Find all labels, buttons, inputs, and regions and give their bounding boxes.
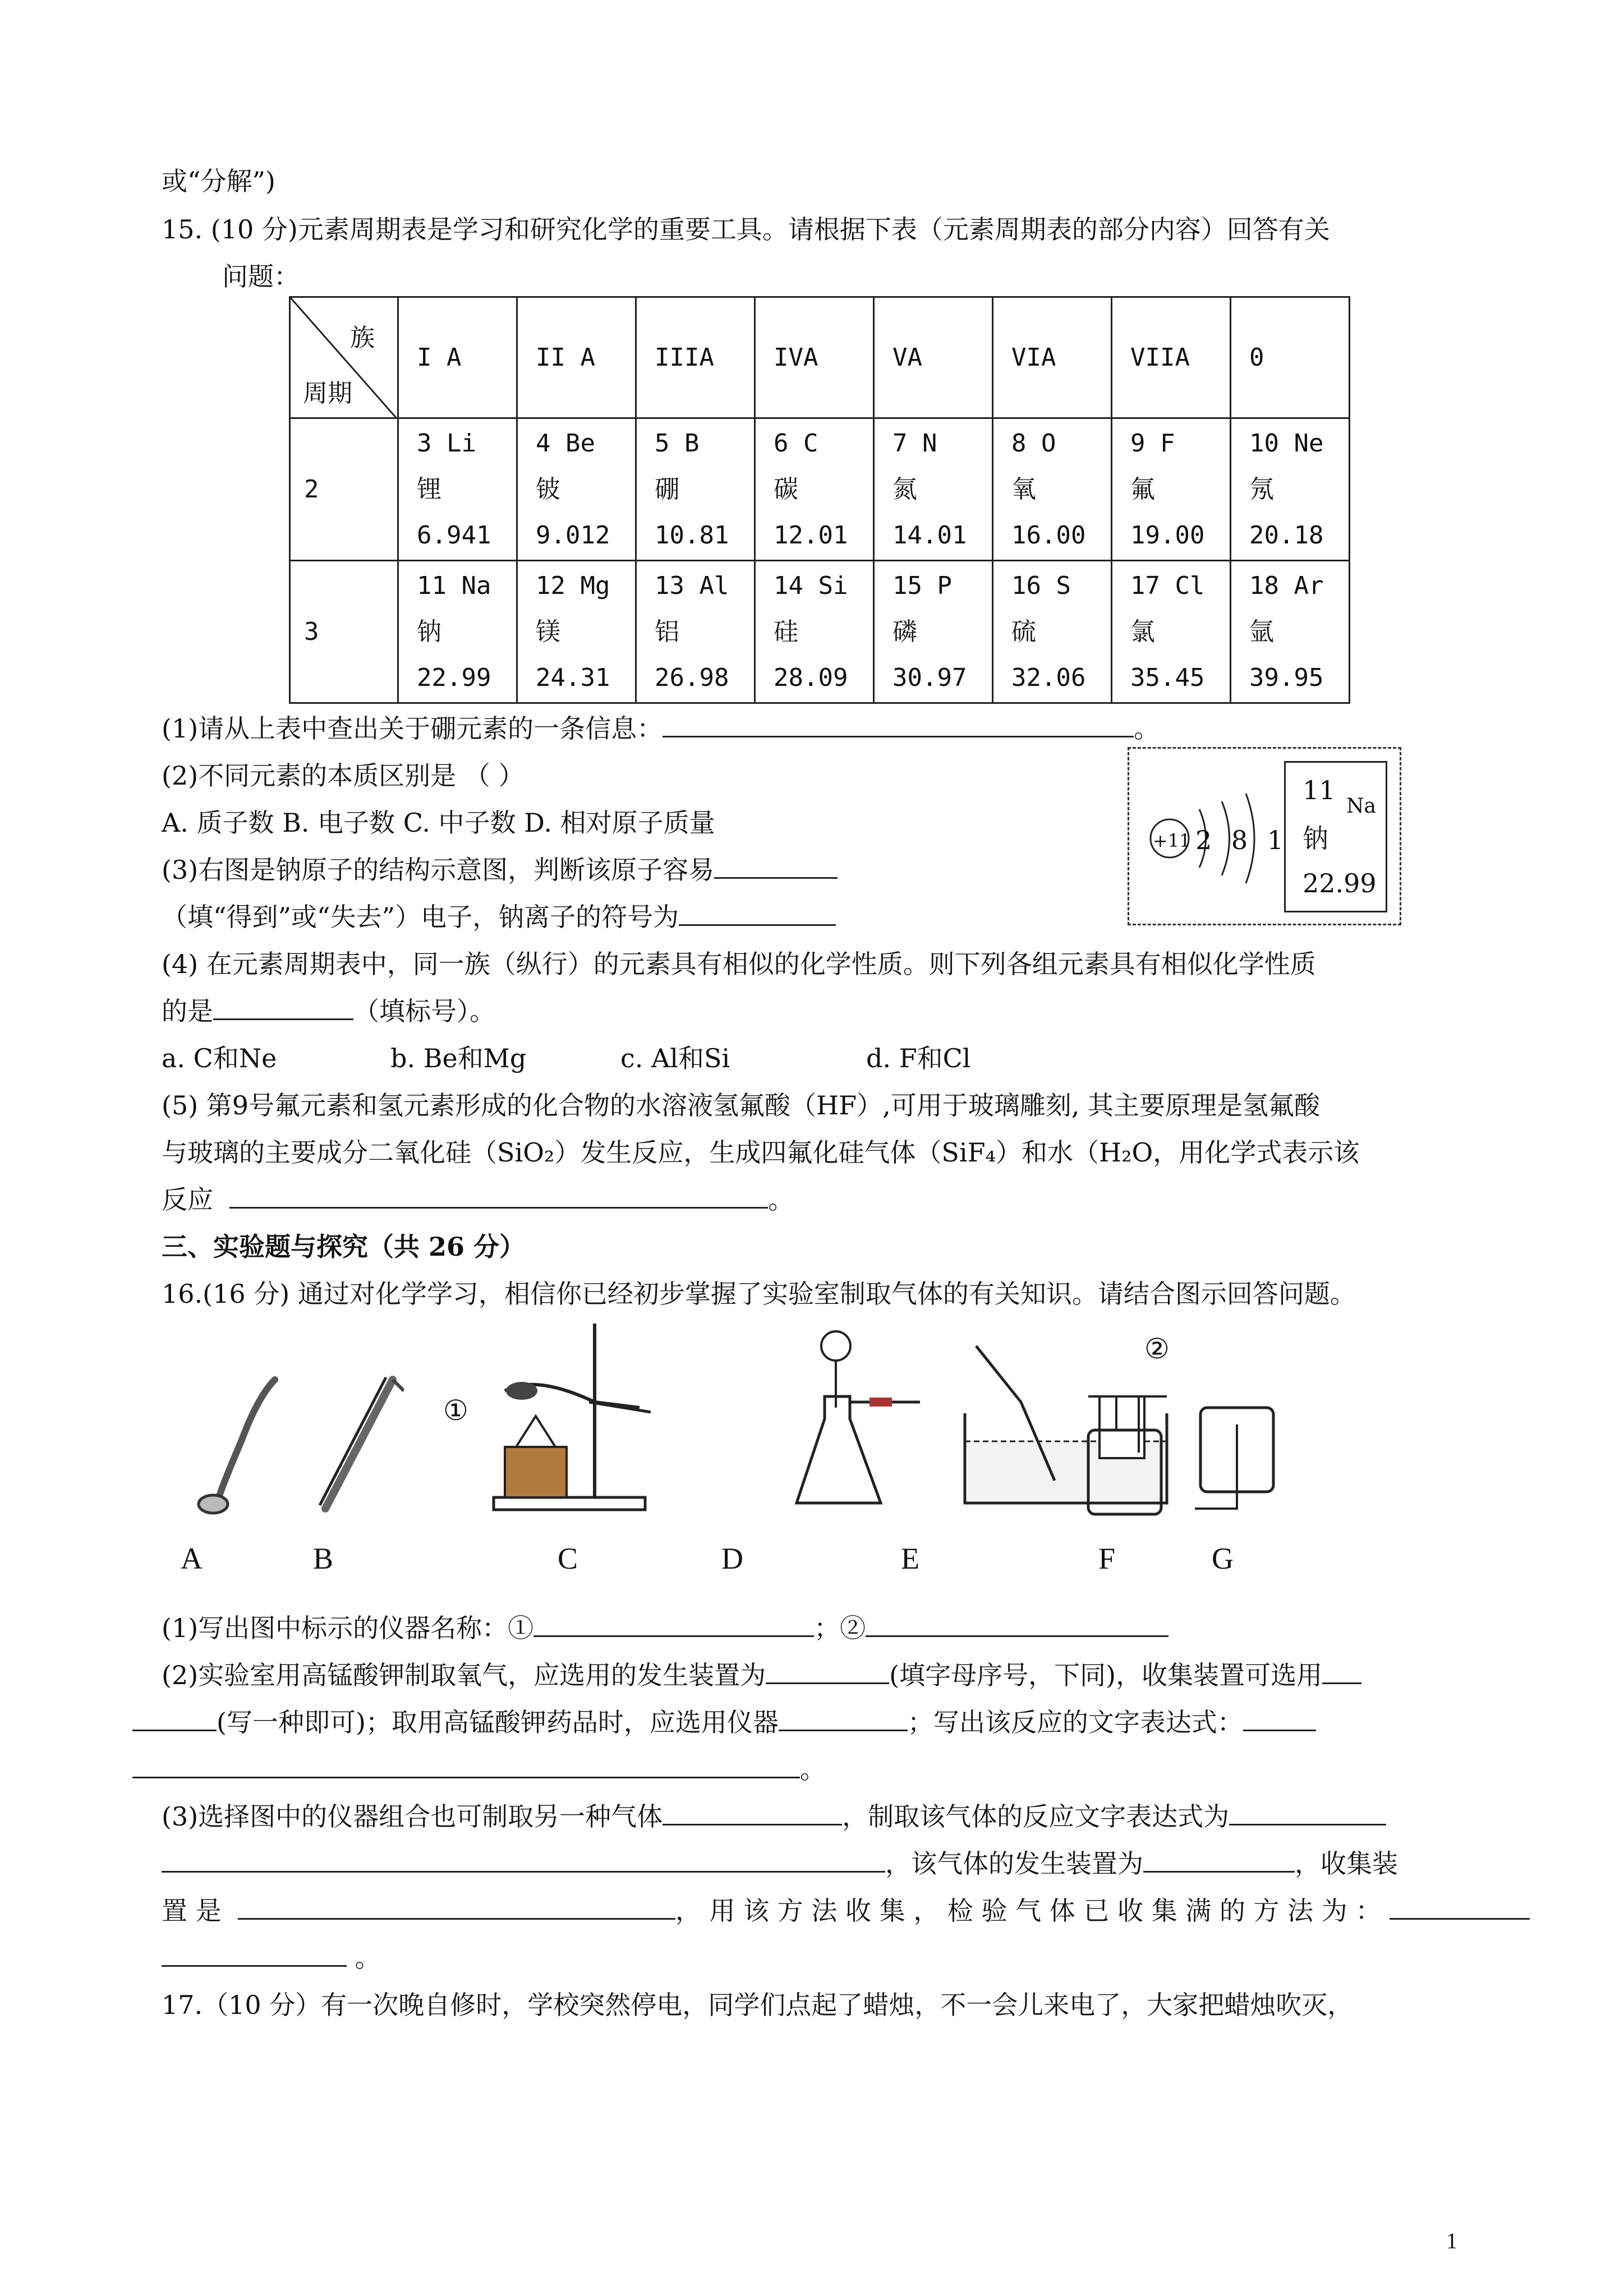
group-header: VA (874, 297, 993, 418)
q15-part1: (1)请从上表中查出关于硼元素的一条信息： 。 (162, 713, 1160, 744)
corner-period-label: 周期 (303, 379, 352, 408)
table-row-period-3 (290, 561, 1350, 703)
q16-part2-cont2: 。 (132, 1756, 826, 1782)
corner-cell (290, 297, 398, 418)
answer-blank[interactable] (132, 1776, 800, 1778)
figure-label: F (1098, 1542, 1116, 1575)
q15-part5-cont: 与玻璃的主要成分二氧化硅（SiO₂）发生反应，生成四氟化硅气体（SiF₄）和水（H₂O，用化学式表示该 (162, 1137, 1360, 1168)
q16-part3-cont: ，该气体的发生装置为 ，收集装 (162, 1851, 1398, 1877)
group-header: VIIA (1112, 297, 1231, 418)
q15-part4-option: d. F和Cl (866, 1043, 971, 1073)
group-header: II A (517, 297, 636, 418)
element-cell: 16 S 硫 32.06 (993, 561, 1112, 703)
answer-blank[interactable] (766, 1682, 889, 1684)
answer-blank[interactable] (663, 735, 1134, 737)
q15-part2: (2)不同元素的本质区别是 （ ） (162, 760, 525, 791)
figure-label: G (1212, 1542, 1234, 1575)
continuation-text: 或“分解”) (162, 166, 275, 196)
element-cell: 17 Cl 氯 35.45 (1112, 561, 1231, 703)
q16-intro: 16.(16 分) 通过对化学学习，相信你已经初步掌握了实验室制取气体的有关知识。请结合图示回答问题。 (162, 1279, 1356, 1309)
element-cell: 4 Be 铍 9.012 (517, 418, 636, 561)
answer-blank[interactable] (1143, 1870, 1295, 1873)
element-cell: 10 Ne 氖 20.18 (1231, 418, 1350, 561)
q16-part3-cont3: 。 (162, 1945, 381, 1971)
answer-blank[interactable] (1322, 1682, 1361, 1684)
answer-blank[interactable] (1390, 1917, 1530, 1920)
figure-label: B (313, 1542, 334, 1575)
heating-apparatus-icon (482, 1312, 729, 1520)
group-header: IVA (755, 297, 874, 418)
gas-bottle-icon (1071, 1385, 1178, 1520)
element-name: 钠 (1303, 823, 1328, 854)
element-cell: 7 N 氮 14.01 (874, 418, 993, 561)
element-cell: 6 C 碳 12.01 (755, 418, 874, 561)
atomic-number: 11 (1303, 775, 1336, 805)
marker-2: ② (1144, 1333, 1170, 1365)
nucleus-charge: +11 (1153, 830, 1191, 851)
table-row-period-2 (290, 418, 1350, 561)
answer-blank[interactable] (779, 1729, 908, 1731)
answer-blank[interactable] (213, 1018, 353, 1020)
element-cell: 5 B 硼 10.81 (636, 418, 755, 561)
group-header: IIIA (636, 297, 755, 418)
element-cell: 8 O 氧 16.00 (993, 418, 1112, 561)
element-cell: 13 Al 铝 26.98 (636, 561, 755, 703)
tweezers-icon (303, 1374, 404, 1520)
figure-label: A (181, 1542, 203, 1575)
answer-blank[interactable] (679, 924, 836, 926)
q16-part1: (1)写出图中标示的仪器名称：① ；② (162, 1615, 1168, 1641)
q16-part3-cont2: 置 是 ， 用 该 方 法 收 集 ， 检 验 气 体 已 收 集 满 的 方 法 为 ： (162, 1898, 1530, 1924)
q15-part5: (5) 第9号氟元素和氢元素形成的化合物的水溶液氢氟酸（HF）,可用于玻璃雕刻, 其主要原理是氢氟酸 (162, 1090, 1320, 1121)
q15-part4-option: c. Al和Si (620, 1043, 730, 1073)
q15-part3: (3)右图是钠原子的结构示意图，判断该原子容易 (162, 857, 838, 883)
figure-label: C (558, 1542, 578, 1575)
q15-part4-option: a. C和Ne (162, 1043, 277, 1073)
conical-flask-icon (785, 1324, 931, 1520)
spoon-icon (191, 1374, 292, 1520)
element-cell: 14 Si 硅 28.09 (755, 561, 874, 703)
answer-blank[interactable] (866, 1635, 1168, 1637)
q15-intro: 15. (10 分)元素周期表是学习和研究化学的重要工具。请根据下表（元素周期表的部分内容）回答有关 (162, 214, 1330, 245)
corner-group-label: 族 (350, 324, 375, 352)
answer-blank[interactable] (1229, 1823, 1386, 1825)
element-cell: 9 F 氟 19.00 (1112, 418, 1231, 561)
element-cell: 18 Ar 氩 39.95 (1231, 561, 1350, 703)
answer-blank[interactable] (533, 1635, 814, 1637)
marker-1: ① (443, 1394, 468, 1427)
period-label: 3 (290, 561, 398, 703)
answer-blank[interactable] (663, 1823, 842, 1825)
q15-part3-cont: （填“得到”或“失去”）电子，钠离子的符号为 (162, 904, 836, 930)
element-cell: 3 Li 锂 6.941 (398, 418, 517, 561)
element-card (1284, 761, 1387, 912)
page-number: 1 (1446, 2228, 1457, 2253)
group-header: I A (398, 297, 517, 418)
q17-intro: 17.（10 分）有一次晚自修时，学校突然停电，同学们点起了蜡烛，不一会儿来电了，大家把蜡烛吹灭， (162, 1990, 1354, 2020)
period-label: 2 (290, 418, 398, 561)
q15-part4-option: b. Be和Mg (390, 1043, 527, 1073)
answer-blank[interactable] (1243, 1729, 1316, 1731)
element-cell: 15 P 磷 30.97 (874, 561, 993, 703)
figure-label: E (901, 1542, 919, 1575)
q15-part4-cont: 的是 （填标号）。 (162, 996, 495, 1026)
answer-blank[interactable] (229, 1206, 768, 1209)
element-cell: 11 Na 钠 22.99 (398, 561, 517, 703)
answer-blank[interactable] (714, 877, 838, 879)
element-cell: 12 Mg 镁 24.31 (517, 561, 636, 703)
q16-part2-cont: (写一种即可)；取用高锰酸钾药品时，应选用仪器 ；写出该反应的文字表达式： (132, 1709, 1316, 1735)
q16-part2: (2)实验室用高锰酸钾制取氧气，应选用的发生装置为 (填字母序号，下同)，收集装置可选用 (162, 1662, 1361, 1688)
answer-blank[interactable] (162, 1965, 347, 1967)
group-header: VIA (993, 297, 1112, 418)
sodium-diagram (1128, 747, 1401, 925)
section-heading: 三、实验题与探究（共 26 分） (162, 1232, 526, 1262)
electron-shells: 2 8 1 (1195, 825, 1290, 855)
table-header-row (290, 297, 1350, 418)
q15-part4: (4) 在元素周期表中，同一族（纵行）的元素具有相似的化学性质。则下列各组元素具有相似化学性质 (162, 949, 1316, 979)
group-header: 0 (1231, 297, 1350, 418)
periodic-table (289, 296, 1350, 704)
answer-blank[interactable] (162, 1870, 885, 1873)
atomic-mass: 22.99 (1303, 868, 1377, 898)
q16-part3: (3)选择图中的仪器组合也可制取另一种气体 ，制取该气体的反应文字表达式为 (162, 1804, 1386, 1829)
answer-blank[interactable] (132, 1729, 217, 1731)
figure-label: D (721, 1542, 743, 1575)
q15-part5-cont2: 反应 。 (162, 1184, 794, 1215)
q15-part2-options: A. 质子数 B. 电子数 C. 中子数 D. 相对原子质量 (162, 808, 715, 838)
element-symbol: Na (1346, 795, 1376, 818)
answer-blank[interactable] (238, 1917, 675, 1920)
inverted-bottle-icon (1184, 1402, 1285, 1520)
q15-intro-cont: 问题： (222, 261, 300, 292)
